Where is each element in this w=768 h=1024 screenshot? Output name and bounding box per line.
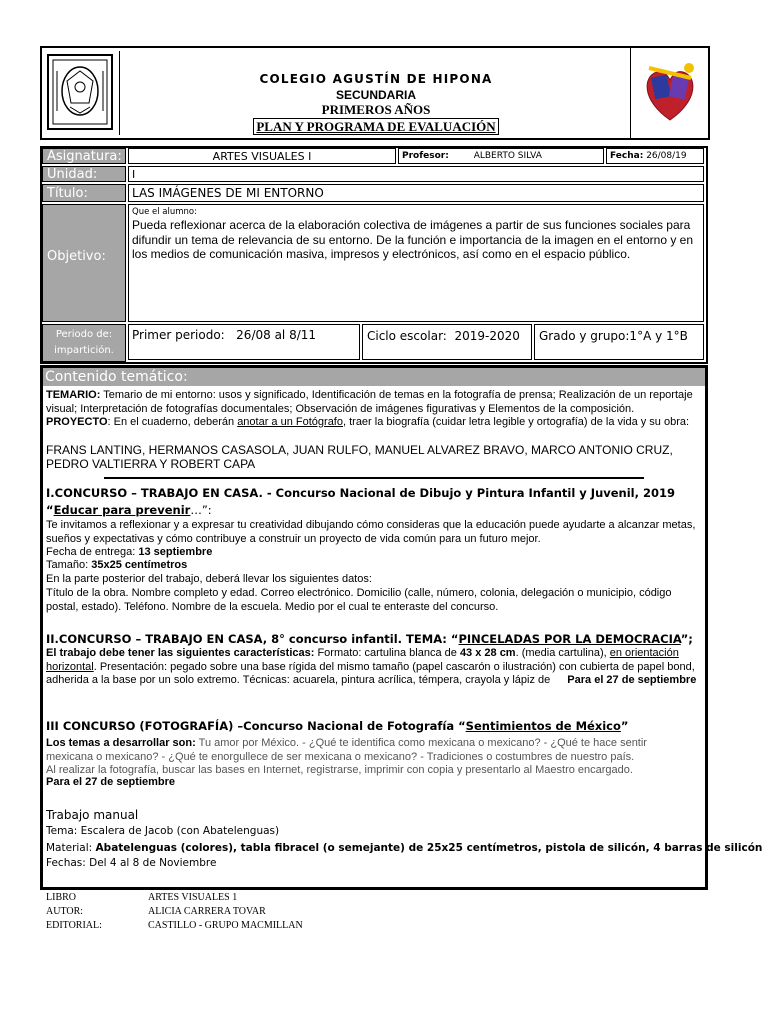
asignatura-value: ARTES VISUALES I [128,148,396,164]
concurso2-heading: II.CONCURSO – TRABAJO EN CASA, 8° concurso infantil. TEMA: “PINCELADAS POR LA DEMOCRACIA”; [46,632,693,646]
unidad-value: I [128,166,704,182]
concurso3-deadline: Para el 27 de septiembre [46,776,176,788]
contenido-title: Contenido temático: [43,368,705,386]
objetivo-label: Objetivo: [42,204,126,322]
trabajo-title: Trabajo manual [46,808,139,822]
grado-grupo: Grado y grupo:1°A y 1°B [534,324,704,360]
profesor-cell [398,148,604,164]
libro-row: LIBRO ARTES VISUALES 1 [46,892,238,903]
concurso3-text: Los temas a desarrollar son: Tu amor por México. - ¿Qué te identifica como mexicana o mexicano? - ¿Qué te hace sentir mexicana o mexicano? - ¿Qué te enorgullece de ser mexicana o mexicano? - Tradiciones o costumbres de nuestro país. [46,737,647,763]
titulo-value: LAS IMÁGENES DE MI ENTORNO [128,184,704,202]
profesor-label: Profesor: [402,151,449,161]
ciclo-escolar: Ciclo escolar: 2019-2020 [362,324,532,360]
trabajo-material: Material: Abatelenguas (colores), tabla fibracel (o semejante) de 25x25 centímetros, pistola de silicón, 4 barras de silicón [46,842,763,854]
concurso1-text: Te invitamos a reflexionar y a expresar tu creatividad dibujando cómo consideras que la educación puede ayudarte a alcanzar metas, sueños y expectativas y cómo contribuye a construir un proyecto de vida común para un futuro mejor. [46,519,696,545]
concurso1-slogan: “Educar para prevenir…”: [46,503,212,517]
school-years: PRIMEROS AÑOS [321,102,431,117]
primer-periodo: Primer periodo: 26/08 al 8/11 [128,324,360,360]
concurso1-datos-intro: En la parte posterior del trabajo, deberá llevar los siguientes datos: [46,573,372,585]
temario-text: Temario de mi entorno: usos y significado, Identificación de temas en la fotografía de prensa; Realización de un reportaje visual; Interpretación de fotografías documentales; Observación de imágenes figurativas y Elementos de la composición. [46,389,693,415]
trabajo-tema: Tema: Escalera de Jacob (con Abatelenguas) [46,825,280,837]
proyecto-link: anotar a un Fotógrafo [237,416,343,428]
temario-label: TEMARIO: [46,389,101,401]
titulo-label: Título: [42,184,126,202]
concurso1-heading: I.CONCURSO – TRABAJO EN CASA. - Concurso Nacional de Dibujo y Pintura Infantil y Juvenil, 2019 [46,486,675,500]
unidad-label: Unidad: [42,166,126,182]
profesor-value: ALBERTO SILVA [473,151,542,161]
objetivo-text: Pueda reflexionar acerca de la elaboración colectiva de imágenes a partir de sus funciones sociales para difundir un tema de relevancia de su entorno. De la función e importancia de la imagen en el entorno y en los medios de comunicación masiva, impresos y electrónicos, así como en el espacio público. [132,218,694,261]
trabajo-fechas: Fechas: Del 4 al 8 de Noviembre [46,857,217,869]
concurso1-datos: Título de la obra. Nombre completo y edad. Correo electrónico. Domicilio (calle, número, colonia, delegación o municipio, código postal, estado). Teléfono. Nombre de la escuela. Medio por el cual te enteraste del concurso. [46,587,672,613]
school-name: COLEGIO AGUSTÍN DE HIPONA [259,72,493,86]
autor-row: AUTOR: ALICIA CARRERA TOVAR [46,906,266,917]
concurso1-fecha: Fecha de entrega: 13 septiembre [46,546,213,558]
photographers: FRANS LANTING, HERMANOS CASASOLA, JUAN RULFO, MANUEL ALVAREZ BRAVO, MARCO ANTONIO CRUZ, PEDRO VALTIERRA Y ROBERT CAPA [46,443,673,471]
proyecto-label: PROYECTO [46,416,108,428]
separator [104,477,644,479]
periodo-label: Periodo de: impartición. [42,324,126,362]
fecha-label: Fecha: [610,151,644,161]
concurso3-text2: Al realizar la fotografía, buscar las bases en Internet, registrarse, imprimir con copia y presentarlo al Maestro encargado. [46,764,633,776]
objetivo-intro: Que el alumno: [132,207,197,217]
school-level: SECUNDARIA [335,88,416,102]
concurso3-heading: III CONCURSO (FOTOGRAFÍA) –Concurso Nacional de Fotografía “Sentimientos de México” [46,719,629,733]
fecha-value: 26/08/19 [646,151,687,161]
concurso2-text: El trabajo debe tener las siguientes características: Formato: cartulina blanca de 43 x 28 cm. (media cartulina), en orientación horizontal. Presentación: pegado sobre una base rígida del mismo tamaño (papel cascarón o ilustración) con cubierta de papel bond, adherida a la base por un solo extremo. Técnicas: acuarela, pintura acrílica, témpera, crayola y lápiz de Para el 27 de septiembre [46,647,697,686]
header-box [40,46,710,140]
plan-title: PLAN Y PROGRAMA DE EVALUACIÓN [120,118,632,136]
school-crest-logo [45,51,120,135]
libro-section [46,891,303,933]
fecha-cell [606,148,704,164]
objetivo-cell [128,204,704,322]
editorial-row: EDITORIAL: CASTILLO - GRUPO MACMILLAN [46,920,303,931]
heart-book-logo [630,48,709,138]
concurso1-tamano: Tamaño: 35x25 centímetros [46,559,188,571]
asignatura-label: Asignatura: [42,148,126,164]
temario-paragraph: TEMARIO: Temario de mi entorno: usos y significado, Identificación de temas en la fotografía de prensa; Realización de un reportaje visual; Interpretación de fotografías documentales; Observación de imágenes figurativas y Elementos de la composición. PROYECTO: En el cuaderno, deberán anotar a un Fotógrafo, traer la biografía (cuidar letra legible y ortografía) de la vida y su obra: [46,389,693,428]
